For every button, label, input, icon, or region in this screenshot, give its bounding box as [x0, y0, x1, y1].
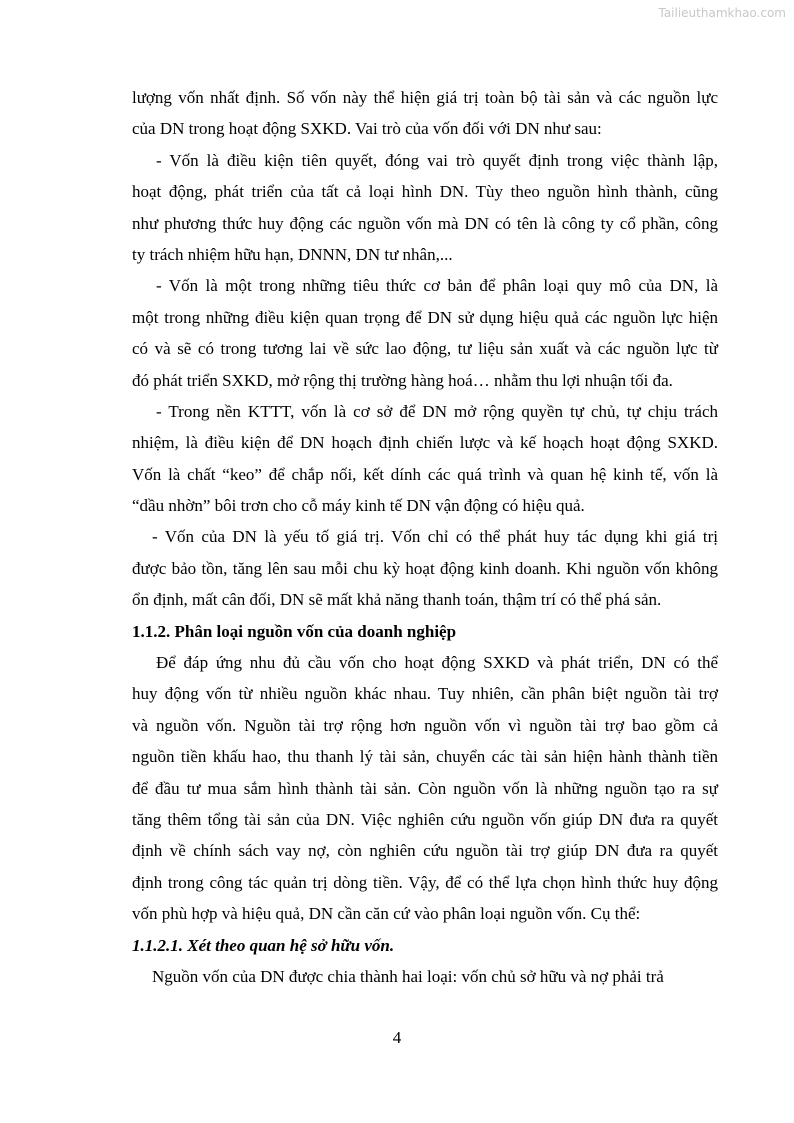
text-line: lượng vốn nhất định. Số vốn này thể hiện giá trị toàn bộ tài sản và các nguồn lực: [132, 88, 718, 107]
text-line: nguồn tiền khấu hao, thu thanh lý tài sản, chuyển các tài sản hiện hành thành tiền: [132, 747, 718, 767]
text-line: - Vốn là điều kiện tiên quyết, đóng vai trò quyết định trong việc thành lập,: [156, 150, 718, 170]
section-heading: 1.1.2. Phân loại nguồn vốn của doanh nghiệp: [132, 621, 457, 641]
text-line: một trong những điều kiện quan trọng để DN sử dụng hiệu quả các nguồn lực hiện: [132, 307, 718, 327]
text-line: được bảo tồn, tăng lên sau mỗi chu kỳ hoạt động kinh doanh. Khi nguồn vốn không: [132, 558, 718, 578]
text-line: Để đáp ứng nhu đủ cầu vốn cho hoạt động SXKD và phát triển, DN có thể: [156, 653, 718, 673]
text-line: của DN trong hoạt động SXKD. Vai trò của vốn đối với DN như sau:: [132, 119, 602, 139]
text-line: vốn phù hợp và hiệu quả, DN cần căn cứ vào phân loại nguồn vốn. Cụ thể:: [132, 904, 641, 924]
text-line: ổn định, mất cân đối, DN sẽ mất khả năng thanh toán, thậm trí có thể phá sản.: [132, 590, 662, 610]
text-line: - Trong nền KTTT, vốn là cơ sở để DN mở rộng quyền tự chủ, tự chịu trách: [156, 401, 718, 421]
text-line: như phương thức huy động các nguồn vốn mà DN có tên là công ty cổ phần, công: [132, 213, 718, 233]
text-line: “dầu nhờn” bôi trơn cho cỗ máy kinh tế DN vận động có hiệu quả.: [132, 496, 585, 516]
text-line: hoạt động, phát triển của tất cả loại hình DN. Tùy theo nguồn hình thành, cũng: [132, 182, 718, 202]
text-line: huy động vốn từ nhiều nguồn khác nhau. Tuy nhiên, cần phân biệt nguồn tài trợ: [132, 684, 718, 704]
text-line: định về chính sách vay nợ, còn nghiên cứu nguồn tài trợ giúp DN đưa ra quyết: [132, 841, 718, 861]
text-line: để đầu tư mua sắm hình thành tài sản. Còn nguồn vốn là những nguồn tạo ra sự: [132, 778, 718, 798]
text-line: ty trách nhiệm hữu hạn, DNNN, DN tư nhân,...: [132, 244, 453, 264]
text-line: đó phát triển SXKD, mở rộng thị trường hàng hoá… nhằm thu lợi nhuận tối đa.: [132, 370, 673, 390]
text-line: Nguồn vốn của DN được chia thành hai loại: vốn chủ sở hữu và nợ phải trả: [152, 966, 664, 986]
watermark: Tailieuthamkhao.com: [658, 6, 786, 20]
text-line: định trong công tác quản trị dòng tiền. Vậy, để có thể lựa chọn hình thức huy động: [132, 872, 718, 892]
text-line: - Vốn của DN là yếu tố giá trị. Vốn chỉ có thể phát huy tác dụng khi giá trị: [152, 527, 718, 547]
text-line: tăng thêm tổng tài sản của DN. Việc nghiên cứu nguồn vốn giúp DN đưa ra quyết: [132, 809, 718, 829]
subsection-heading: 1.1.2.1. Xét theo quan hệ sở hữu vốn.: [132, 935, 395, 955]
page-number: 4: [392, 1028, 402, 1047]
text-line: Vốn là chất “keo” để chắp nối, kết dính các quá trình và quan hệ kinh tế, vốn là: [132, 464, 718, 484]
text-line: - Vốn là một trong những tiêu thức cơ bản để phân loại quy mô của DN, là: [156, 276, 718, 296]
body-text: [132, 82, 718, 992]
text-line: nhiệm, là điều kiện để DN hoạch định chiến lược và kế hoạch hoạt động SXKD.: [132, 433, 718, 453]
text-line: và nguồn vốn. Nguồn tài trợ rộng hơn nguồn vốn vì nguồn tài trợ bao gồm cả: [132, 715, 718, 735]
text-line: có và sẽ có trong tương lai về sức lao động, tư liệu sản xuất và các nguồn lực từ: [132, 339, 718, 359]
